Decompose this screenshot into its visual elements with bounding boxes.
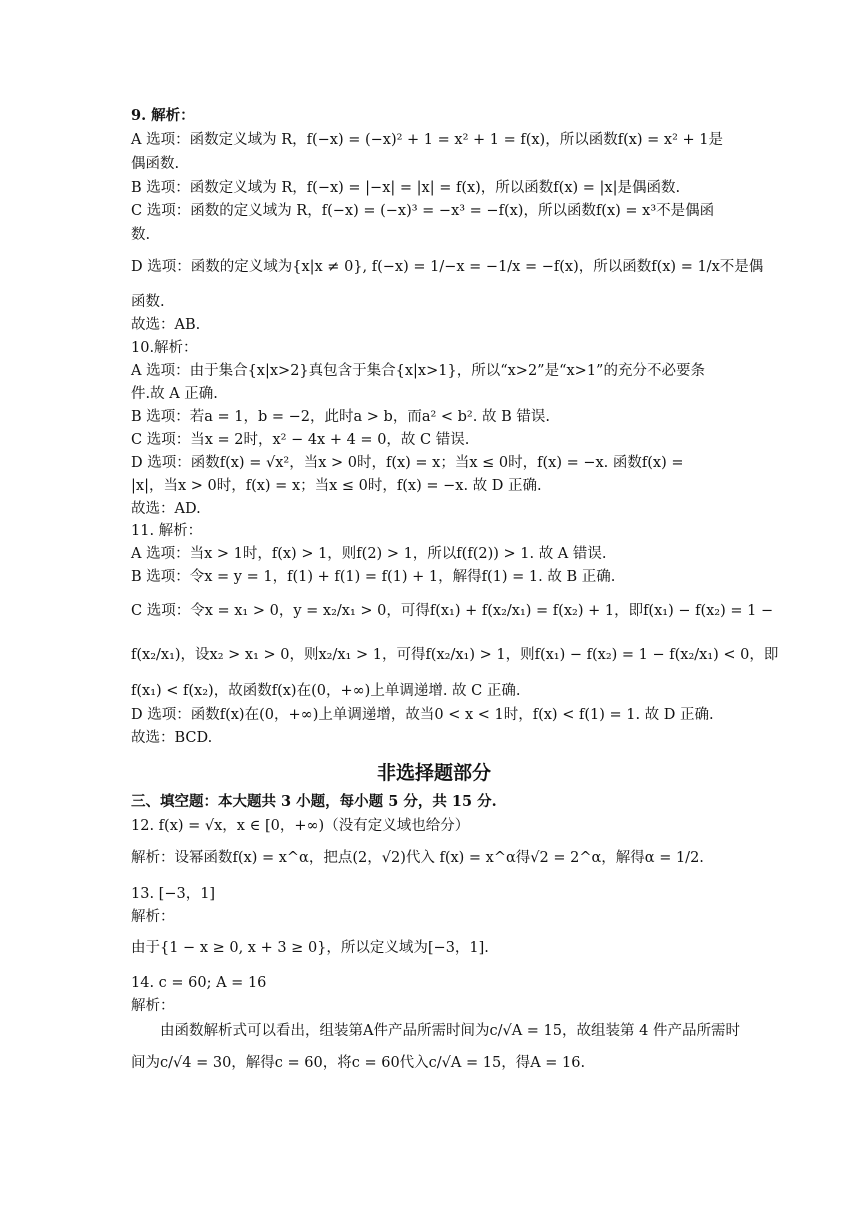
q10-option-d-cont: |x|，当x > 0时，f(x) = x；当x ≤ 0时，f(x) = −x. 故 D 正确. xyxy=(131,478,542,494)
q11-option-b: B 选项：令x = y = 1，f(1) + f(1) = f(1) + 1，解得f(1) = 1. 故 B 正确. xyxy=(131,569,616,585)
q14-analysis-label: 解析： xyxy=(131,998,175,1014)
q13-answer: 13. [−3，1] xyxy=(131,886,216,902)
q9-option-a: A 选项：函数定义域为 R，f(−x) = (−x)² + 1 = x² + 1 = f(x)，所以函数f(x) = x² + 1是 xyxy=(131,132,724,148)
q9-option-d-cont: 函数. xyxy=(131,294,165,310)
q11-title: 11. 解析： xyxy=(131,523,203,539)
q10-option-c: C 选项：当x = 2时，x² − 4x + 4 = 0，故 C 错误. xyxy=(131,432,470,448)
section-heading: 非选择题部分 xyxy=(376,762,491,784)
q10-option-b: B 选项：若a = 1，b = −2，此时a > b，而a² < b². 故 B 错误. xyxy=(131,409,550,425)
q10-option-a: A 选项：由于集合{x|x>2}真包含于集合{x|x>1}，所以“x>2”是“x>1”的充分不必要条 xyxy=(131,363,705,379)
q11-option-d: D 选项：函数f(x)在(0，+∞)上单调递增，故当0 < x < 1时，f(x) < f(1) = 1. 故 D 正确. xyxy=(131,707,714,723)
q14-answer: 14. c = 60; A = 16 xyxy=(131,975,267,991)
q10-answer: 故选：AD. xyxy=(131,501,201,517)
fill-in-title: 三、填空题：本大题共 3 小题，每小题 5 分，共 15 分. xyxy=(131,793,497,810)
q11-option-a: A 选项：当x > 1时，f(x) > 1，则f(2) > 1，所以f(f(2)) > 1. 故 A 错误. xyxy=(131,546,607,562)
q11-option-c-cont2: f(x₁) < f(x₂)，故函数f(x)在(0，+∞)上单调递增. 故 C 正确. xyxy=(131,683,521,699)
q14-analysis: 由函数解析式可以看出，组装第A件产品所需时间为c/√A = 15，故组装第 4 件产品所需时 xyxy=(160,1023,740,1039)
q14-analysis-cont: 间为c/√4 = 30，解得c = 60，将c = 60代入c/√A = 15，得A = 16. xyxy=(131,1055,586,1071)
q11-option-c-cont: f(x₂/x₁)，设x₂ > x₁ > 0，则x₂/x₁ > 1，可得f(x₂/x₁) > 1，则f(x₁) − f(x₂) = 1 − f(x₂/x₁) < 0，即 xyxy=(131,647,779,663)
q12-answer: 12. f(x) = √x，x ∈ [0，+∞)（没有定义域也给分） xyxy=(131,818,470,834)
q9-option-a-cont: 偶函数. xyxy=(131,156,180,172)
q10-option-d: D 选项：函数f(x) = √x²，当x > 0时，f(x) = x；当x ≤ 0时，f(x) = −x. 函数f(x) = xyxy=(131,455,684,471)
q11-option-c: C 选项：令x = x₁ > 0，y = x₂/x₁ > 0，可得f(x₁) + f(x₂/x₁) = f(x₂) + 1，即f(x₁) − f(x₂) = 1 − xyxy=(131,603,774,619)
q9-option-c-cont: 数. xyxy=(131,227,151,243)
q9-option-d: D 选项：函数的定义域为{x|x ≠ 0}, f(−x) = 1/−x = −1/x = −f(x)，所以函数f(x) = 1/x不是偶 xyxy=(131,259,764,275)
q13-analysis-label: 解析： xyxy=(131,909,175,925)
q9-option-c: C 选项：函数的定义域为 R，f(−x) = (−x)³ = −x³ = −f(x)，所以函数f(x) = x³不是偶函 xyxy=(131,203,715,219)
q10-option-a-cont: 件.故 A 正确. xyxy=(131,386,218,402)
q9-answer: 故选：AB. xyxy=(131,317,201,333)
q13-analysis: 由于{1 − x ≥ 0, x + 3 ≥ 0}，所以定义域为[−3，1]. xyxy=(131,940,489,956)
q12-analysis: 解析：设幂函数f(x) = x^α，把点(2，√2)代入 f(x) = x^α得√2 = 2^α，解得α = 1/2. xyxy=(131,850,704,866)
q9-option-b: B 选项：函数定义域为 R，f(−x) = |−x| = |x| = f(x)，所以函数f(x) = |x|是偶函数. xyxy=(131,180,681,196)
q10-title: 10.解析： xyxy=(131,340,198,356)
q11-answer: 故选：BCD. xyxy=(131,730,213,746)
q9-title: 9. 解析： xyxy=(131,107,195,124)
